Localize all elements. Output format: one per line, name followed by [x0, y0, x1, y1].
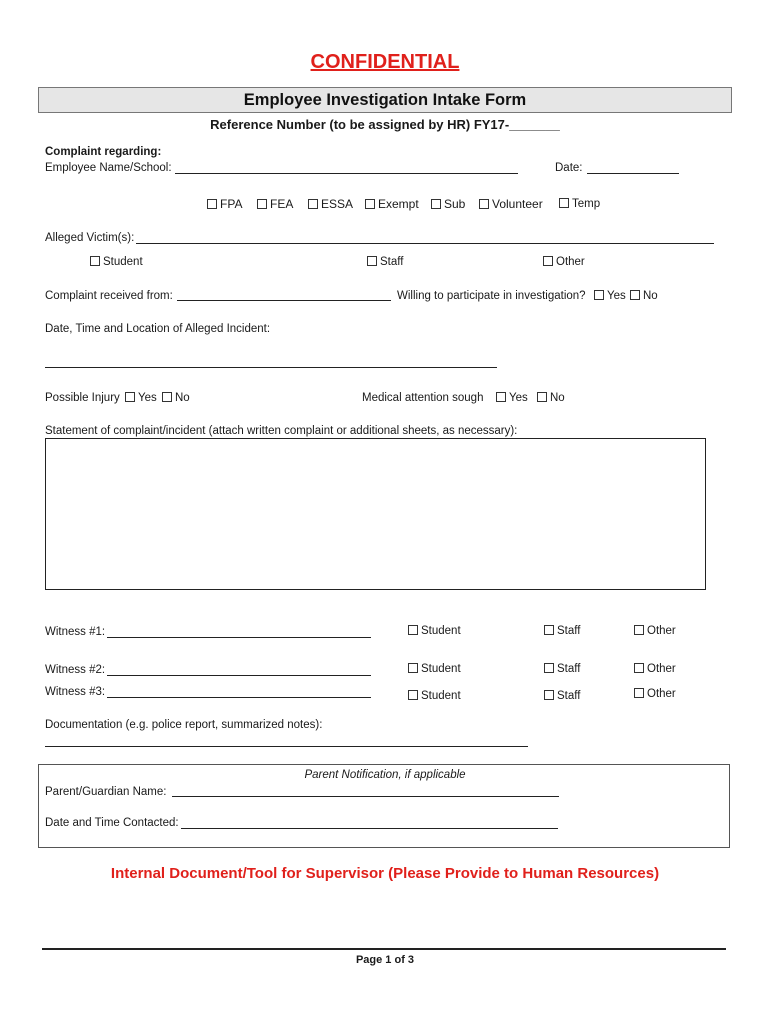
- type-exempt-checkbox[interactable]: [365, 197, 419, 211]
- checkbox-icon: [408, 625, 418, 635]
- documentation-label: Documentation (e.g. police report, summarized notes):: [45, 719, 323, 731]
- yes-label: Yes: [138, 392, 157, 404]
- willing-yes-checkbox[interactable]: [594, 289, 626, 303]
- witness-1-label: Witness #1:: [45, 626, 106, 638]
- witness-1-student-checkbox[interactable]: [408, 624, 461, 638]
- checkbox-icon: [90, 256, 100, 266]
- witness-2-student-checkbox[interactable]: [408, 662, 461, 676]
- employee-name-label: Employee Name/School:: [45, 162, 172, 174]
- type-volunteer-checkbox[interactable]: [479, 197, 543, 211]
- documentation-field[interactable]: [45, 746, 528, 747]
- victim-student-checkbox[interactable]: [90, 255, 143, 269]
- type-label: FPA: [220, 197, 243, 211]
- possible-injury-label: Possible Injury: [45, 392, 120, 404]
- checkbox-icon: [125, 392, 135, 402]
- option-label: Student: [421, 663, 461, 675]
- witness-2-label: Witness #2:: [45, 664, 106, 676]
- no-label: No: [643, 290, 658, 302]
- confidential-heading: CONFIDENTIAL: [310, 51, 460, 73]
- checkbox-icon: [537, 392, 547, 402]
- victim-other-checkbox[interactable]: [543, 255, 585, 269]
- willing-label: Willing to participate in investigation?: [397, 290, 586, 302]
- checkbox-icon: [365, 199, 375, 209]
- date-field[interactable]: [587, 173, 679, 174]
- alleged-victim-field[interactable]: [136, 243, 714, 244]
- yes-label: Yes: [509, 392, 528, 404]
- victim-staff-checkbox[interactable]: [367, 255, 403, 269]
- medical-no-checkbox[interactable]: [537, 391, 565, 405]
- injury-no-checkbox[interactable]: [162, 391, 190, 405]
- checkbox-icon: [594, 290, 604, 300]
- checkbox-icon: [544, 625, 554, 635]
- type-essa-checkbox[interactable]: [308, 197, 353, 211]
- reference-number: Reference Number (to be assigned by HR) FY17-_______: [210, 117, 560, 132]
- checkbox-icon: [367, 256, 377, 266]
- witness-3-staff-checkbox[interactable]: [544, 689, 580, 703]
- injury-yes-checkbox[interactable]: [125, 391, 157, 405]
- type-label: ESSA: [321, 197, 354, 211]
- footer-divider: [42, 948, 726, 950]
- parent-name-field[interactable]: [172, 796, 559, 797]
- checkbox-icon: [408, 663, 418, 673]
- witness-1-staff-checkbox[interactable]: [544, 624, 580, 638]
- witness-1-field[interactable]: [107, 637, 371, 638]
- witness-3-field[interactable]: [107, 697, 371, 698]
- option-label: Student: [421, 690, 461, 702]
- statement-label: Statement of complaint/incident (attach written complaint or additional sheets, as necessary):: [45, 425, 518, 437]
- type-label: FEA: [270, 197, 294, 211]
- witness-2-field[interactable]: [107, 675, 371, 676]
- option-label: Staff: [557, 663, 581, 675]
- incident-label: Date, Time and Location of Alleged Incident:: [45, 323, 271, 335]
- checkbox-icon: [257, 199, 267, 209]
- received-from-field[interactable]: [177, 300, 391, 301]
- checkbox-icon: [559, 198, 569, 208]
- checkbox-icon: [479, 199, 489, 209]
- parent-name-label: Parent/Guardian Name:: [45, 786, 167, 798]
- checkbox-icon: [308, 199, 318, 209]
- form-title: Employee Investigation Intake Form: [243, 91, 527, 109]
- option-label: Student: [421, 625, 461, 637]
- parent-notification-heading: Parent Notification, if applicable: [304, 769, 466, 781]
- witness-1-other-checkbox[interactable]: [634, 624, 676, 638]
- option-label: Staff: [380, 256, 404, 268]
- medical-attention-label: Medical attention sough: [362, 392, 484, 404]
- type-label: Temp: [572, 198, 601, 210]
- option-label: Staff: [557, 625, 581, 637]
- witness-3-label: Witness #3:: [45, 686, 106, 698]
- witness-3-other-checkbox[interactable]: [634, 687, 676, 701]
- option-label: Other: [647, 625, 676, 637]
- checkbox-icon: [207, 199, 217, 209]
- type-label: Exempt: [378, 197, 419, 211]
- type-fpa-checkbox[interactable]: [207, 197, 242, 211]
- option-label: Other: [556, 256, 585, 268]
- date-time-contacted-label: Date and Time Contacted:: [45, 817, 179, 829]
- yes-label: Yes: [607, 290, 626, 302]
- date-label: Date:: [555, 162, 583, 174]
- page-number: Page 1 of 3: [355, 954, 415, 966]
- checkbox-icon: [544, 690, 554, 700]
- alleged-victim-label: Alleged Victim(s):: [45, 232, 135, 244]
- option-label: Staff: [557, 690, 581, 702]
- incident-field[interactable]: [45, 367, 497, 368]
- no-label: No: [175, 392, 190, 404]
- witness-3-student-checkbox[interactable]: [408, 689, 461, 703]
- checkbox-icon: [496, 392, 506, 402]
- received-from-label: Complaint received from:: [45, 290, 173, 302]
- type-label: Sub: [444, 197, 466, 211]
- checkbox-icon: [634, 688, 644, 698]
- type-label: Volunteer: [492, 197, 543, 211]
- medical-yes-checkbox[interactable]: [496, 391, 528, 405]
- date-time-contacted-field[interactable]: [181, 828, 558, 829]
- complaint-regarding-label: Complaint regarding:: [45, 146, 162, 158]
- checkbox-icon: [162, 392, 172, 402]
- witness-2-other-checkbox[interactable]: [634, 662, 676, 676]
- willing-no-checkbox[interactable]: [630, 289, 658, 303]
- checkbox-icon: [543, 256, 553, 266]
- statement-textarea[interactable]: [45, 438, 706, 590]
- employee-name-field[interactable]: [175, 173, 518, 174]
- checkbox-icon: [431, 199, 441, 209]
- option-label: Other: [647, 688, 676, 700]
- type-fea-checkbox[interactable]: [257, 197, 293, 211]
- checkbox-icon: [634, 663, 644, 673]
- type-sub-checkbox[interactable]: [431, 197, 465, 211]
- internal-document-notice: Internal Document/Tool for Supervisor (Please Provide to Human Resources): [110, 865, 660, 882]
- no-label: No: [550, 392, 565, 404]
- checkbox-icon: [630, 290, 640, 300]
- checkbox-icon: [408, 690, 418, 700]
- option-label: Other: [647, 663, 676, 675]
- option-label: Student: [103, 256, 143, 268]
- type-temp-checkbox[interactable]: [559, 197, 600, 211]
- checkbox-icon: [634, 625, 644, 635]
- checkbox-icon: [544, 663, 554, 673]
- witness-2-staff-checkbox[interactable]: [544, 662, 580, 676]
